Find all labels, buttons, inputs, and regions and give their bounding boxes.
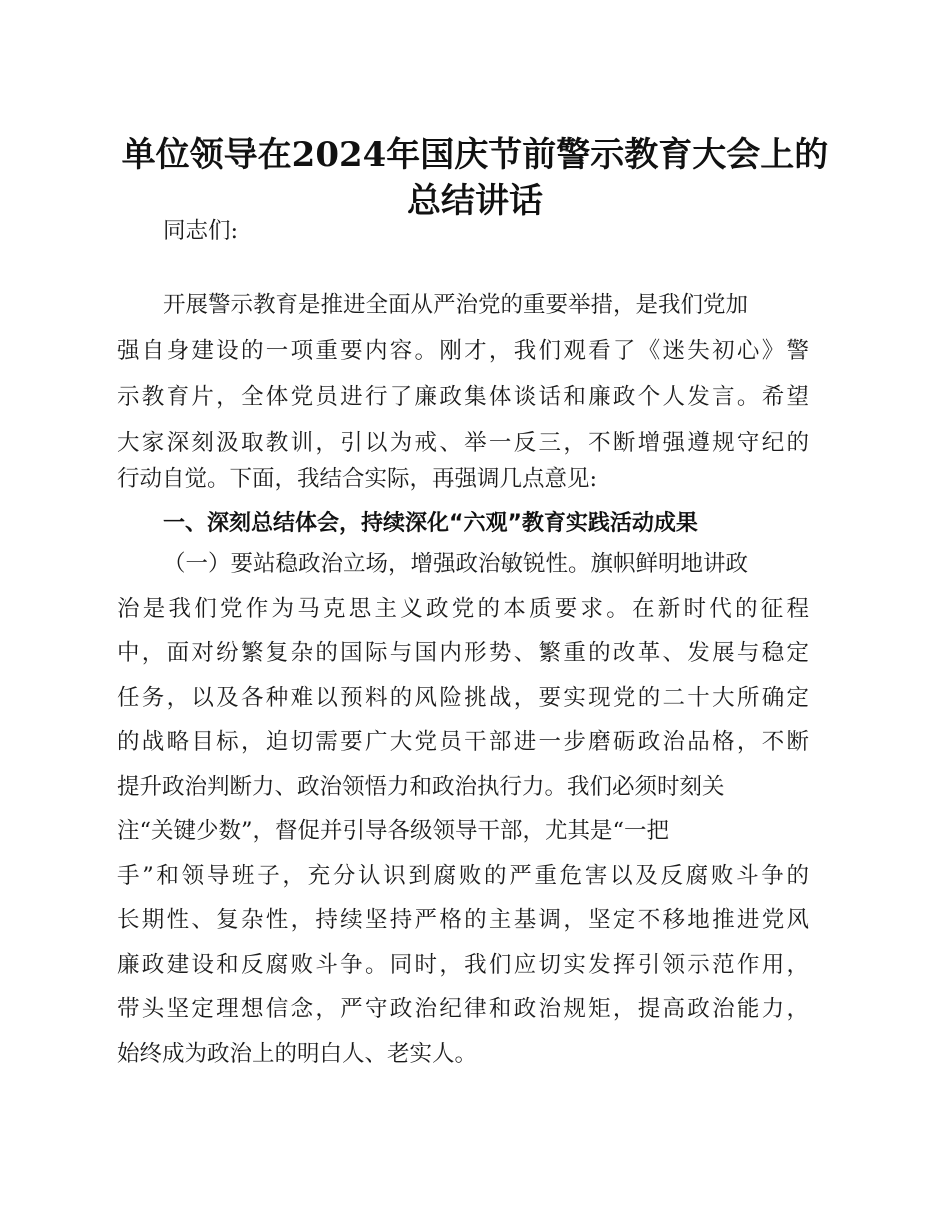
paragraph-line: 的战略目标，迫切需要广大党员干部进一步磨砺政治品格，不断: [117, 729, 809, 755]
intro-line: 强自身建设的一项重要内容。刚才，我们观看了《迷失初心》警: [117, 338, 809, 364]
intro-line: 行动自觉。下面，我结合实际，再强调几点意见:: [117, 466, 598, 492]
document-title-line-1: 单位领导在2024年国庆节前警示教育大会上的: [121, 135, 829, 175]
paragraph-line: 治是我们党作为马克思主义政党的本质要求。在新时代的征程: [117, 596, 809, 622]
paragraph-line: 提升政治判断力、政治领悟力和政治执行力。我们必须时刻关: [117, 774, 725, 800]
intro-line: 大家深刻汲取教训，引以为戒、举一反三，不断增强遵规守纪的: [117, 430, 809, 456]
paragraph-line: 手”和领导班子，充分认识到腐败的严重危害以及反腐败斗争的: [117, 863, 809, 889]
intro-line: 开展警示教育是推进全面从严治党的重要举措，是我们党加: [163, 292, 749, 318]
paragraph-line: 中，面对纷繁复杂的国际与国内形势、繁重的改革、发展与稳定: [117, 640, 809, 666]
intro-line: 示教育片，全体党员进行了廉政集体谈话和廉政个人发言。希望: [117, 384, 809, 410]
paragraph-line: （一）要站稳政治立场，增强政治敏锐性。旗帜鲜明地讲政: [163, 551, 749, 577]
paragraph-line: 始终成为政治上的明白人、老实人。: [117, 1041, 478, 1067]
paragraph-line: 任务，以及各种难以预料的风险挑战，要实现党的二十大所确定: [117, 685, 809, 711]
paragraph-line: 长期性、复杂性，持续坚持严格的主基调，坚定不移地推进党风: [117, 907, 809, 933]
salutation: 同志们:: [163, 218, 239, 244]
paragraph-line: 注“关键少数”，督促并引导各级领导干部，尤其是“一把: [117, 818, 670, 844]
paragraph-line: 带头坚定理想信念，严守政治纪律和政治规矩，提高政治能力，: [117, 996, 809, 1022]
paragraph-line: 廉政建设和反腐败斗争。同时，我们应切实发挥引领示范作用，: [117, 952, 809, 978]
document-title-line-2: 总结讲话: [407, 181, 543, 221]
section-heading: 一、深刻总结体会，持续深化“六观”教育实践活动成果: [163, 511, 698, 536]
